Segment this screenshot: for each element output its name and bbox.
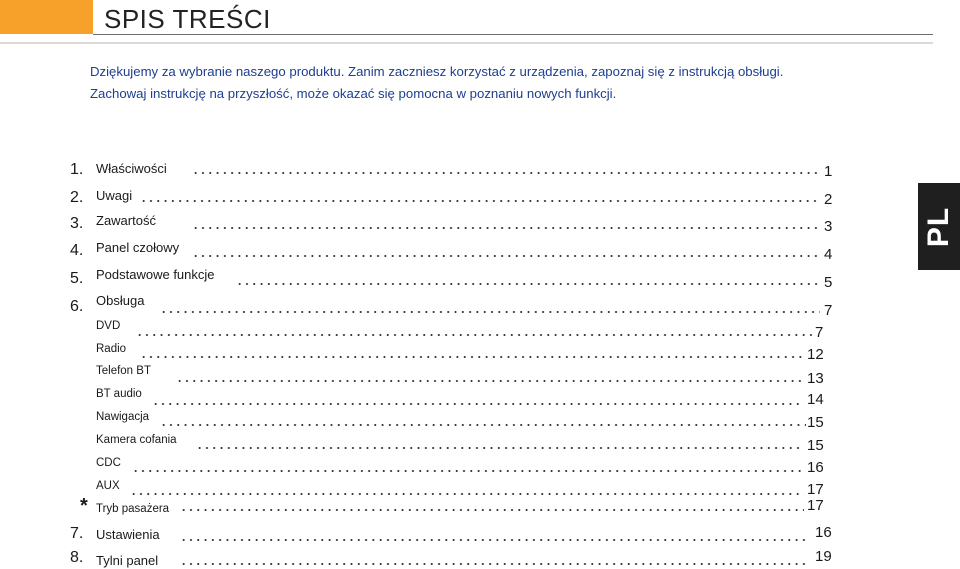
toc-entry-number: 7. [70, 525, 84, 542]
toc-entry-label: Ustawienia [96, 527, 160, 542]
toc-entry-label: BT audio [96, 388, 142, 400]
toc-entry-leader [140, 200, 820, 202]
toc-entry-leader [192, 227, 820, 229]
language-tab [918, 183, 960, 270]
toc-entry-leader [180, 509, 804, 511]
toc-entry-leader [180, 539, 808, 541]
toc-entry-label: Tryb pasażera [96, 503, 170, 515]
toc-entry-leader [160, 424, 806, 426]
toc-entry-number: 5. [70, 270, 84, 287]
toc-entry-page: 3 [824, 218, 833, 235]
header-divider-secondary [0, 42, 933, 44]
toc-entry-label: CDC [96, 457, 121, 469]
toc-entry-label: Telefon BT [96, 365, 151, 377]
toc-entry-page: 1 [824, 163, 833, 180]
toc-entry-page: 5 [824, 274, 833, 291]
toc-entry-page: 7 [815, 324, 824, 341]
toc-entry-number: 2. [70, 189, 84, 206]
toc-entry-leader [192, 255, 820, 257]
toc-entry-page: 17 [807, 497, 824, 514]
toc-entry-label: Uwagi [96, 188, 133, 203]
intro-line-1: Dziękujemy za wybranie naszego produktu. Zanim zaczniesz korzystać z urządzenia, zapoznaj się z instrukcją obsługi. [90, 64, 784, 79]
toc-entry-page: 13 [807, 370, 824, 387]
toc-entry-marker: * [80, 495, 88, 517]
toc-entry-label: Radio [96, 343, 127, 355]
toc-entry-label: Panel czołowy [96, 240, 180, 255]
toc-entry-leader [130, 493, 804, 495]
toc-entry-leader [140, 356, 804, 358]
toc-entry-number: 8. [70, 549, 84, 566]
toc-entry-leader [192, 172, 820, 174]
toc-entry-number: 1. [70, 161, 84, 178]
toc-entry-page: 16 [815, 524, 832, 541]
toc-entry-label: Nawigacja [96, 411, 150, 423]
intro-line-2: Zachowaj instrukcję na przyszłość, może okazać się pomocna w poznaniu nowych funkcji. [90, 86, 617, 101]
toc-entry-number: 3. [70, 215, 84, 232]
toc-entry-label: AUX [96, 480, 120, 492]
toc-entry-leader [236, 283, 820, 285]
toc-entry-page: 4 [824, 246, 833, 263]
toc-entry-page: 17 [807, 481, 824, 498]
toc-entry-label: Zawartość [96, 213, 156, 228]
toc-entry-leader [180, 563, 808, 565]
toc-entry-label: Podstawowe funkcje [96, 267, 215, 282]
toc-entry-leader [132, 470, 804, 472]
header-accent-bar [0, 0, 93, 34]
toc-entry-page: 15 [807, 414, 824, 431]
toc-entry-leader [176, 380, 804, 382]
toc-entry-number: 6. [70, 298, 84, 315]
toc-entry-label: Tylni panel [96, 553, 159, 568]
toc-entry-label: Obsługa [96, 293, 145, 308]
toc-entry-number: 4. [70, 242, 84, 259]
header-divider [93, 34, 933, 35]
page-title: SPIS TREŚCI [104, 4, 271, 34]
toc-entry-page: 14 [807, 391, 824, 408]
toc-entry-page: 15 [807, 437, 824, 454]
toc-entry-label: Właściwości [96, 161, 167, 176]
toc-entry-page: 7 [824, 302, 833, 319]
toc-entry-page: 12 [807, 346, 824, 363]
toc-entry-leader [160, 311, 820, 313]
language-tab-label: PL [922, 206, 955, 247]
toc-entry-page: 2 [824, 191, 833, 208]
toc-entry-label: Kamera cofania [96, 434, 177, 446]
toc-entry-leader [152, 403, 804, 405]
toc-entry-leader [136, 334, 812, 336]
toc-entry-label: DVD [96, 320, 121, 332]
toc-entry-page: 16 [807, 459, 824, 476]
toc-entry-page: 19 [815, 548, 832, 565]
toc-entry-leader [196, 447, 804, 449]
